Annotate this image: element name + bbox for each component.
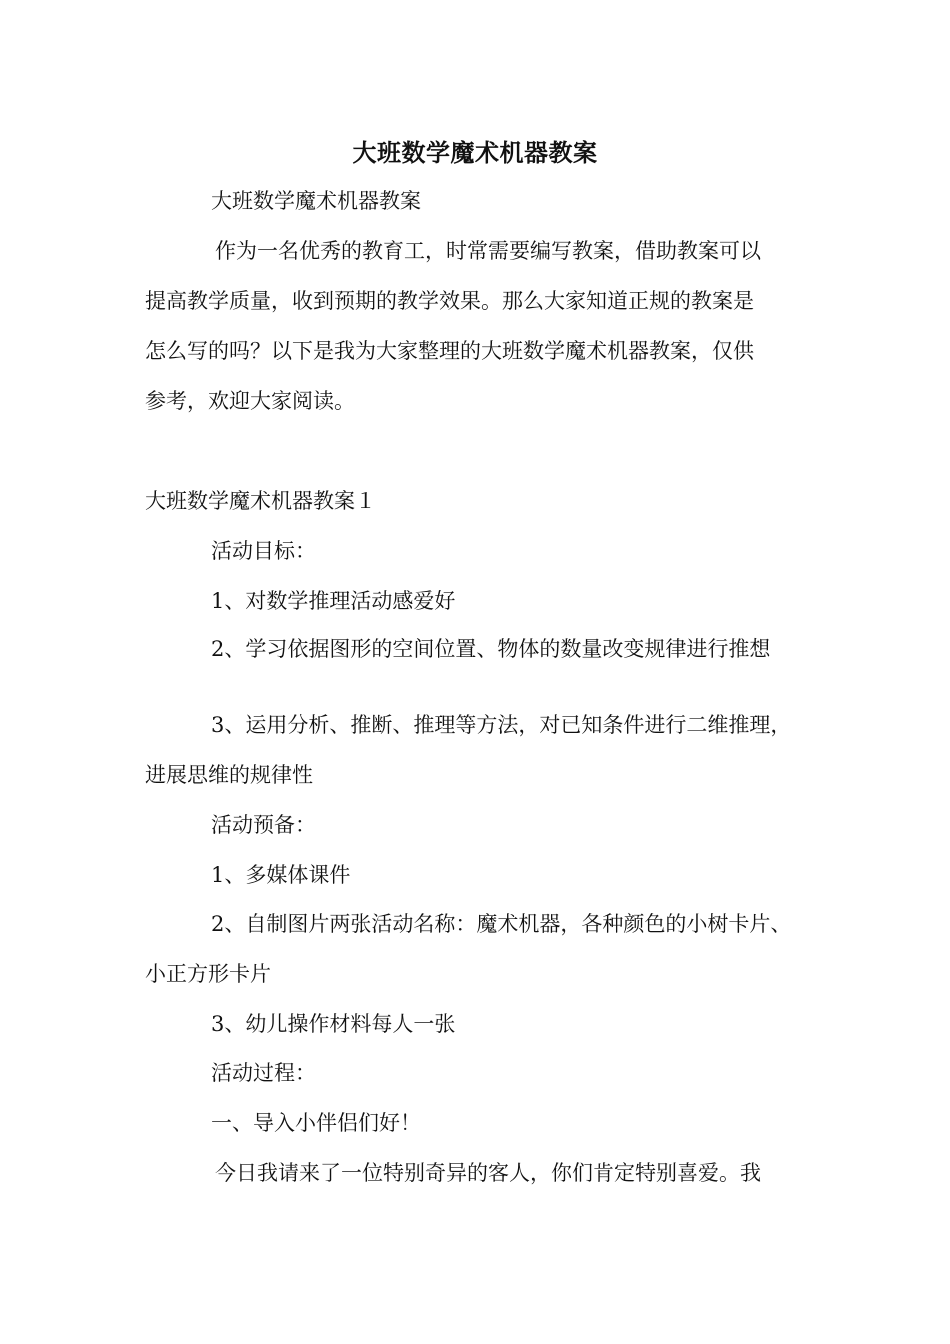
goal-item: 1、对数学推理活动感爱好 <box>211 589 456 613</box>
intro-line-4: 参考，欢迎大家阅读。 <box>145 389 355 413</box>
prep-item: 3、幼儿操作材料每人一张 <box>211 1012 456 1036</box>
intro-line-2: 提高教学质量，收到预期的教学效果。那么大家知道正规的教案是 <box>145 289 754 313</box>
goal-item-continued: 进展思维的规律性 <box>145 763 313 787</box>
section-heading: 大班数学魔术机器教案１ <box>145 489 376 513</box>
subtitle: 大班数学魔术机器教案 <box>211 189 421 213</box>
intro-line-3: 怎么写的吗？以下是我为大家整理的大班数学魔术机器教案，仅供 <box>145 339 754 363</box>
process-text: 今日我请来了一位特别奇异的客人，你们肯定特别喜爱。我 <box>215 1161 761 1185</box>
goal-item: 3、运用分析、推断、推理等方法，对已知条件进行二维推理， <box>211 713 792 737</box>
document-title: 大班数学魔术机器教案 <box>352 138 598 167</box>
prep-item: 1、多媒体课件 <box>211 863 351 887</box>
process-step: 一、导入小伴侣们好！ <box>211 1111 421 1135</box>
prep-item: 2、自制图片两张活动名称：魔术机器，各种颜色的小树卡片、 <box>211 912 792 936</box>
intro-line-1: 作为一名优秀的教育工，时常需要编写教案，借助教案可以 <box>215 239 761 263</box>
goals-heading: 活动目标： <box>211 539 316 563</box>
goal-item: 2、学习依据图形的空间位置、物体的数量改变规律进行推想 <box>211 637 771 661</box>
prep-heading: 活动预备： <box>211 813 316 837</box>
process-heading: 活动过程： <box>211 1061 316 1085</box>
prep-item-continued: 小正方形卡片 <box>145 962 271 986</box>
